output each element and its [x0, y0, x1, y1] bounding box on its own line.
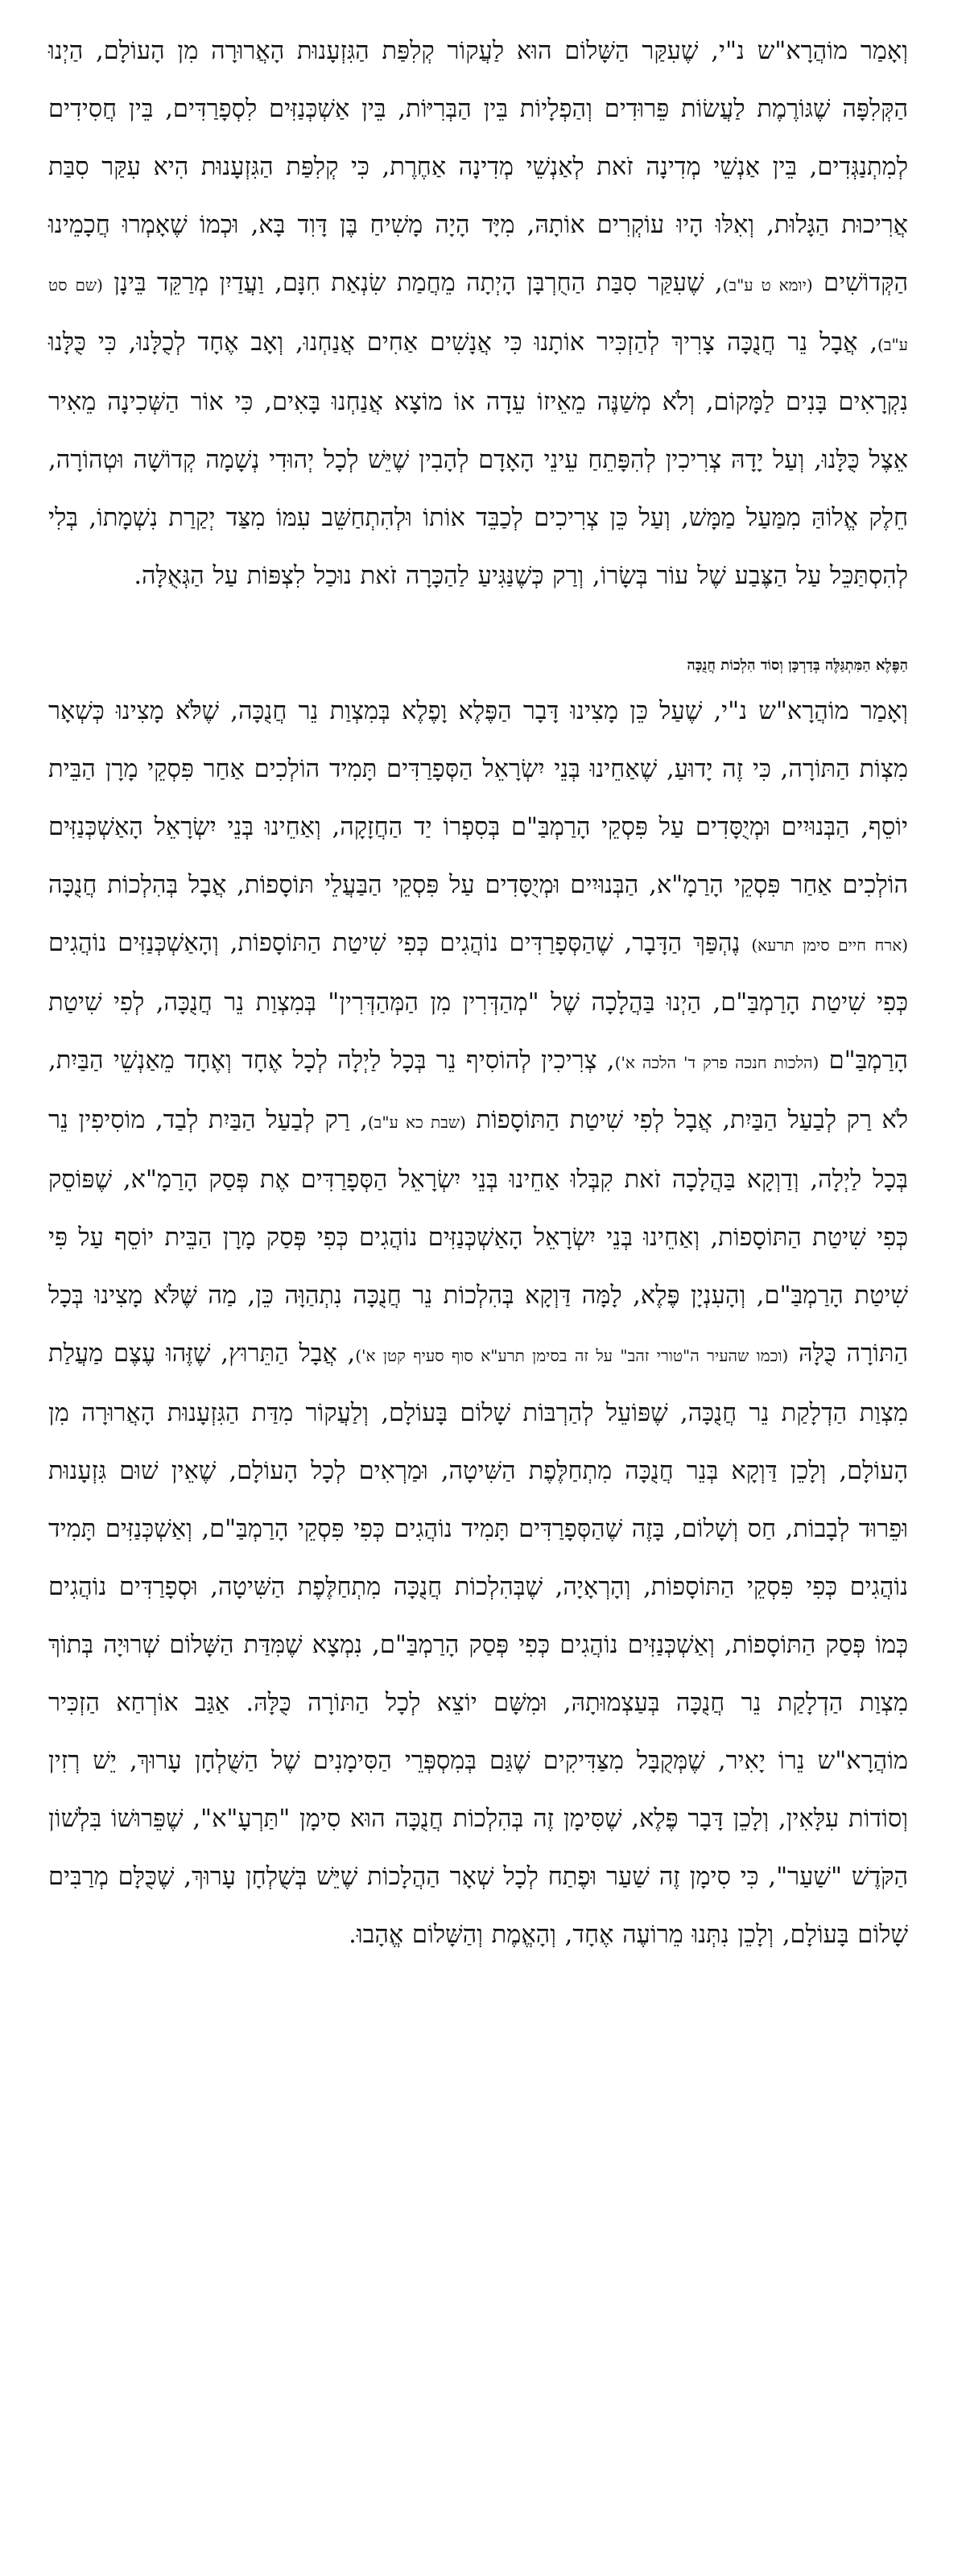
paragraph-2-text: , רַק לְבַעַל הַבַּיִת לְבַד, מוֹסִיפִין נֵר בְּכָל לַיְלָה, וְדַוְקָא בַּהֲלָכָה זֹאת קִבְּלוּ אַחֵינוּ בְּנֵי יִשְׂרָאֵל הַסְּפָרַדִּים אֶת פְּסַק הָרַמָ"א, שֶׁפּוֹסֵק כְּפִי שִׁיטַת הַתּוֹסָפוֹת, וְאַחֵינוּ בְּנֵי יִשְׂרָאֵל הָאַשְׁכְּנַזִּים נוֹהֲגִים כְּפִי פְּסַק מָרָן הַבֵּית יוֹסֵף עַל פִּי שִׁיטַת הָרַמְבַּ"ם, וְהָעִנְיָן פֶּלֶא, לָמָּה דַּוְקָא בְּהִלְכוֹת נֵר חֲנֻכָּה נִתְהַוָּה כֵּן, מַה שֶּׁלֹּא מָצִינוּ בְּכָל הַתּוֹרָה כֻּלָּהּ	[48, 1106, 908, 1368]
paragraph-1-text-mid: , שֶׁעִקַּר סִבַּת הַחֻרְבָּן הָיְתָה מֵחֲמַת שִׂנְאַת חִנָּם, וַעֲדַיִן מְרַקֵּד בֵּינָן	[114, 269, 723, 297]
citation: (שם סט ע"ב)	[48, 275, 908, 354]
citation: (שבת כא ע"ב)	[367, 1113, 466, 1132]
paragraph-2-text: וְאָמַר מוֹהֲרָא"ש נ"י, שֶׁעַל כֵּן מָצִינוּ דָּבָר הַפֶּלֶא וָפֶלֶא בְּמִצְוַת נֵר חֲנֻכָּה, שֶׁלֹּא מָצִינוּ כְּשְׁאָר מִצְוֹת הַתּוֹרָה, כִּי זֶה יָדוּעַ, שֶׁאַחֵינוּ בְּנֵי יִשְׂרָאֵל הַסְּפָרַדִּים תָּמִיד הוֹלְכִים אַחַר פִּסְקֵי מָרָן הַבֵּית יוֹסֵף, הַבְּנוּיִים וּמְיֻסָּדִים עַל פִּסְקֵי הָרַמְבַּ"ם בְּסִפְרוֹ יַד הַחֲזָקָה, וְאַחֵינוּ בְּנֵי יִשְׂרָאֵל הָאַשְׁכְּנַזִּים הוֹלְכִים אַחַר פִּסְקֵי הָרַמָ"א, הַבְּנוּיִים וּמְיֻסָּדִים עַל פִּסְקֵי הַבַּעֲלֵי תּוֹסָפוֹת, אֲבָל בְּהִלְכוֹת חֲנֻכָּה	[48, 697, 908, 899]
paragraph-1-text-end: , אֲבָל נֵר חֲנֻכָּה צָרִיךְ לְהַזְכִּיר אוֹתָנוּ כִּי אֲנָשִׁים אַחִים אֲנַחְנוּ, וְאָב אֶחָד לְכֻלָּנוּ, כִּי כֻּלָּנוּ נִקְרָאִים בָּנִים לַמָּקוֹם, וְלֹא מְשַׁנֶּה מֵאֵיזוֹ עֵדָה אוֹ מוֹצָא אֲנַחְנוּ בָּאִים, כִּי אוֹר הַשְּׁכִינָה מֵאִיר אֵצֶל כֻּלָּנוּ, וְעַל יָדָהּ צְרִיכִין לְהִפָּתֵחַ עֵינֵי הָאָדָם לְהָבִין שֶׁיֵּשׁ לְכָל יְהוּדִי נְשָׁמָה קְדוֹשָׁה וּטְהוֹרָה, חֵלֶק אֱלוֹהַּ מִמַּעַל מַמָּשׁ, וְעַל כֵּן צְרִיכִים לְכַבֵּד אוֹתוֹ וּלְהִתְחַשֵּׁב עִמּוֹ מִצַּד יְקַרַת נִשְׁמָתוֹ, בְּלִי לְהִסְתַּכֵּל עַל הַצֶּבַע שֶׁל עוֹר בְּשָׂרוֹ, וְרַק כְּשֶׁנַּגִּיעַ לַהַכָּרָה זֹאת נוּכַל לִצְפּוֹת עַל הַגְּאֻלָּה.	[48, 328, 908, 590]
section-title: הַפֶּלֶא הַמִּתְגַּלֶּה בְּדַרְכָּן וְסוֹד הִלְכוֹת חֲנֻכָּה	[687, 657, 908, 674]
citation: (הלכות חנכה פרק ד' הלכה א')	[614, 1053, 819, 1072]
citation: (ארח חיים סימן תרעא)	[751, 935, 908, 955]
citation: (וכמו שהעיר ה"טורי זהב" על זה בסימן תרע"א סוף סעיף קטן א')	[355, 1346, 789, 1365]
paragraph-2	[48, 683, 908, 1964]
paragraph-2-text: נֶהְפַּךְ הַדָּבָר, שֶׁהַסְּפָרַדִּים נוֹהֲגִים כְּפִי שִׁיטַת הַתּוֹסָפוֹת, וְהָאַשְׁכְּנַזִּים נוֹהֲגִים כְּפִי שִׁיטַת הָרַמְבַּ"ם, הַיְנוּ בַּהֲלָכָה שֶׁל "מְהַדְּרִין מִן הַמְּהַדְּרִין" בְּמִצְוַת נֵר חֲנֻכָּה, לְפִי שִׁיטַת הָרַמְבַּ"ם	[48, 929, 908, 1075]
paragraph-2-text: , אֲבָל הַתֵּרוּץ, שֶׁזֶּהוּ עֶצֶם מַעֲלַת מִצְוַת הַדְלָקַת נֵר חֲנֻכָּה, שֶׁפּוֹעֵל לְהַרְבּוֹת שָׁלוֹם בָּעוֹלָם, וְלַעֲקוֹר מִדַּת הַגִּזְעָנוּת הָאֲרוּרָה מִן הָעוֹלָם, וְלָכֵן דַּוְקָא בְּנֵר חֲנֻכָּה מִתְחַלֶּפֶת הַשִּׁיטָה, וּמַרְאִים לְכָל הָעוֹלָם, שֶׁאֵין שׁוּם גִּזְעָנוּת וּפֵרוּד לְבָבוֹת, חַס וְשָׁלוֹם, בָּזֶה שֶׁהַסְּפָרַדִּים תָּמִיד נוֹהֲגִים כְּפִי פִּסְקֵי הָרַמְבַּ"ם, וְאַשְׁכְּנַזִּים תָּמִיד נוֹהֲגִים כְּפִי פִּסְקֵי הַתּוֹסָפוֹת, וְהָרְאָיָה, שֶׁבְּהִלְכוֹת חֲנֻכָּה מִתְחַלֶּפֶת הַשִּׁיטָה, וּסְפָרַדִּים נוֹהֲגִים כְּמוֹ פְּסַק הַתּוֹסָפוֹת, וְאַשְׁכְּנַזִּים נוֹהֲגִים כְּפִי פְּסַק הָרַמְבַּ"ם, נִמְצָא שֶׁמִּדַּת הַשָּׁלוֹם שְׁרוּיָה בְּתוֹךְ מִצְוַת הַדְלָקַת נֵר חֲנֻכָּה בְּעַצְמוּתָהּ, וּמִשָּׁם יוֹצֵא לְכָל הַתּוֹרָה כֻּלָּהּ. אַגַּב אוֹרְחַא הַזְכִּיר מוֹהֲרָא"ש נֵרוֹ יָאִיר, שֶׁמְּקֻבָּל מִצַּדִּיקִים שֶׁגַּם בְּמִסְפְּרֵי הַסִּימָנִים שֶׁל הַשֻּׁלְחָן עָרוּךְ, יֵשׁ רְזִין וְסוֹדוֹת עִלָּאִין, וְלָכֵן דָּבָר פֶּלֶא, שֶׁסִּימָן זֶה בְּהִלְכוֹת חֲנֻכָּה הוּא סִימָן "תַּרְעָ"א", שֶׁפֵּרוּשׁוֹ בִּלְשׁוֹן הַקֹּדֶשׁ "שַׁעַר", כִּי סִימָן זֶה שַׁעַר וּפֶתַח לְכָל שְׁאָר הַהֲלָכוֹת שֶׁיֵּשׁ בְּשֻׁלְחָן עָרוּךְ, שֶׁכֻּלָּם מְרַבִּים שָׁלוֹם בָּעוֹלָם, וְלָכֵן נִתְּנוּ מֵרוֹעֶה אֶחָד, וְהָאֱמֶת וְהַשָּׁלוֹם אֱהָבוּ.	[48, 1340, 908, 1949]
citation: (יומא ט ע"ב)	[722, 275, 813, 295]
paragraph-1-text: וְאָמַר מוֹהֲרָא"ש נ"י, שֶׁעִקַּר הַשָּׁלוֹם הוּא לַעֲקוֹר קְלִפַּת הַגִּזְעָנוּת הָאֲרוּרָה מִן הָעוֹלָם, הַיְנוּ הַקְּלִפָּה שֶׁגּוֹרֶמֶת לַעֲשׂוֹת פֵּרוּדִים וְהַפְלָיוֹת בֵּין הַבְּרִיּוֹת, בֵּין אַשְׁכְּנַזִּים לִסְפָרַדִּים, בֵּין חֲסִידִים לְמִתְנַגְּדִים, בֵּין אַנְשֵׁי מְדִינָה זֹאת לְאַנְשֵׁי מְדִינָה אַחֶרֶת, כִּי קְלִפַּת הַגִּזְעָנוּת הִיא עִקַּר סִבַּת אֲרִיכוּת הַגָּלוּת, וְאִלּוּ הָיוּ עוֹקְרִים אוֹתָהּ, מִיָּד הָיָה מָשִׁיחַ בֶּן דָּוִד בָּא, וּכְמוֹ שֶׁאָמְרוּ חֲכָמֵינוּ הַקְּדוֹשִׁים	[48, 37, 909, 297]
paragraph-2-text: , צְרִיכִין לְהוֹסִיף נֵר בְּכָל לַיְלָה לְכָל אֶחָד וְאֶחָד מֵאַנְשֵׁי הַבַּיִת, לֹא רַק לְבַעַל הַבַּיִת, אֲבָל לְפִי שִׁיטַת הַתּוֹסָפוֹת	[48, 1046, 908, 1134]
paragraph-1	[48, 23, 908, 605]
